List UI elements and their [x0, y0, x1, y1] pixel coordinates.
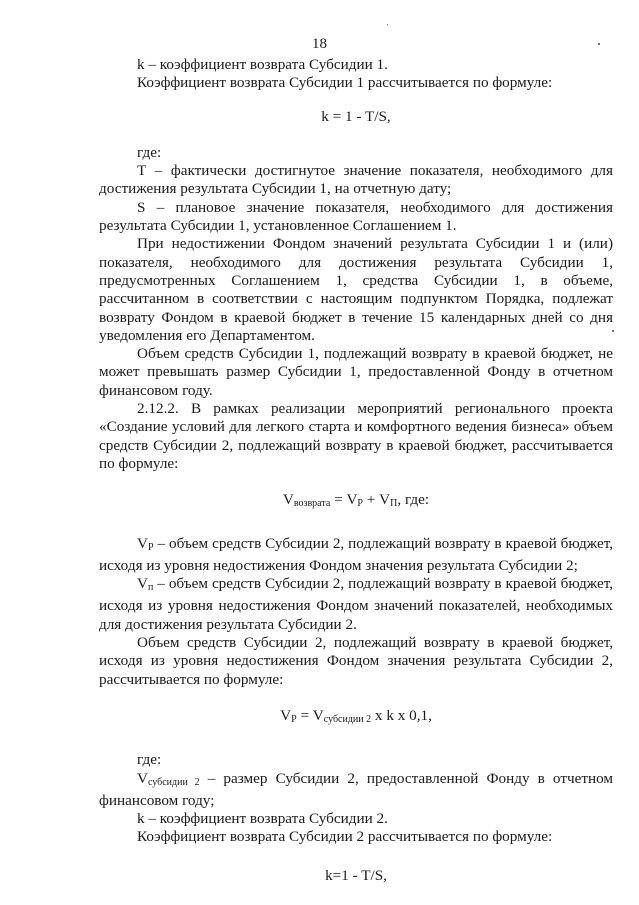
subsidy1-volume-paragraph: Объем средств Субсидии 1, подлежащий возврату в краевой бюджет, не может превышать размер Субсидии 1, предоставленной Фонду в отчетном финансовом году.: [99, 345, 613, 399]
vsub-definition: [99, 770, 613, 811]
formula-subscript: Р: [357, 498, 363, 510]
formula-symbol: V: [137, 534, 148, 552]
formula-subscript: возврата: [293, 498, 331, 510]
where-label-1: где:: [137, 143, 162, 161]
formula-subscript: субсидии 2: [323, 713, 372, 725]
where-label-2: где:: [137, 751, 162, 769]
document-body: [99, 56, 613, 885]
formula-vr: [99, 707, 613, 729]
formula-part: , где:: [397, 491, 430, 509]
formula-subscript: Р: [291, 713, 297, 725]
vr-definition-text: – объем средств Субсидии 2, подлежащий возврату в краевой бюджет, исходя из уровня недостижения Фондом значения результата Субсидии 2;: [99, 534, 613, 574]
page-number: 18: [312, 36, 327, 52]
formula-subscript: п: [147, 582, 154, 594]
vp-definition: [99, 575, 613, 634]
s-definition: S – плановое значение показателя, необходимого для достижения результата Субсидии 1, установленное Соглашением 1.: [99, 198, 613, 235]
non-achievement-paragraph: При недостижении Фондом значений результата Субсидии 1 и (или) показателя, необходимого для достижения результата Субсидии 1, предусмотренных Соглашением 1, средства Субсидии 1, в объеме, рассчитанном в соответствии с настоящим подпунктом Порядка, подлежат возврату Фондом в краевой бюджет в течение 15 календарных дней со дня уведомления его Департаментом.: [99, 235, 613, 344]
formula-symbol: V: [137, 769, 148, 787]
formula-subscript: Р: [147, 541, 154, 553]
t-definition: Т – фактически достигнутое значение показателя, необходимого для достижения результата Субсидии 1, на отчетную дату;: [99, 162, 613, 198]
formula-symbol: V: [282, 491, 294, 509]
clause-2-12-2: 2.12.2. В рамках реализации мероприятий регионального проекта «Создание условий для легкого старта и комфортного ведения бизнеса» объем средств Субсидии 2, подлежащий возврату в краевой бюджет, рассчитывается по формуле:: [99, 400, 613, 472]
formula-part: = V: [296, 706, 324, 724]
k1-definition: k – коэффициент возврата Субсидии 1.: [137, 56, 388, 73]
vsub-definition-text: – размер Субсидии 2, предоставленной Фонду в отчетном финансовом году;: [99, 769, 614, 809]
formula-part: = V: [330, 491, 358, 509]
formula-subscript: субсидии 2: [147, 776, 200, 788]
vr-definition: [99, 535, 613, 576]
formula-k1: k = 1 - T/S,: [321, 107, 391, 125]
formula-part: x k x 0,1,: [371, 706, 432, 724]
k2-definition: k – коэффициент возврата Субсидии 2.: [137, 810, 388, 828]
formula-symbol: V: [137, 575, 148, 593]
scan-speck: [598, 43, 600, 45]
vp-definition-text: – объем средств Субсидии 2, подлежащий возврату в краевой бюджет, исходя из уровня недостижения Фондом значений показателей, необходимых для достижения результата Субсидии 2.: [99, 575, 613, 633]
subsidy2-volume-paragraph: Объем средств Субсидии 2, подлежащий возврату в краевой бюджет, исходя из уровня недостижения Фондом значения результата Субсидии 2, рассчитывается по формуле:: [99, 634, 613, 688]
formula-part: + V: [362, 491, 391, 509]
k1-formula-intro: Коэффициент возврата Субсидии 1 рассчитывается по формуле:: [137, 74, 553, 92]
formula-v-return: [99, 491, 613, 513]
formula-subscript: П: [390, 498, 398, 510]
formula-k2: k=1 - T/S,: [325, 866, 387, 884]
k2-formula-intro: Коэффициент возврата Субсидии 2 рассчитывается по формуле:: [137, 828, 553, 846]
formula-symbol: V: [280, 706, 292, 724]
scan-speck: [387, 24, 388, 25]
